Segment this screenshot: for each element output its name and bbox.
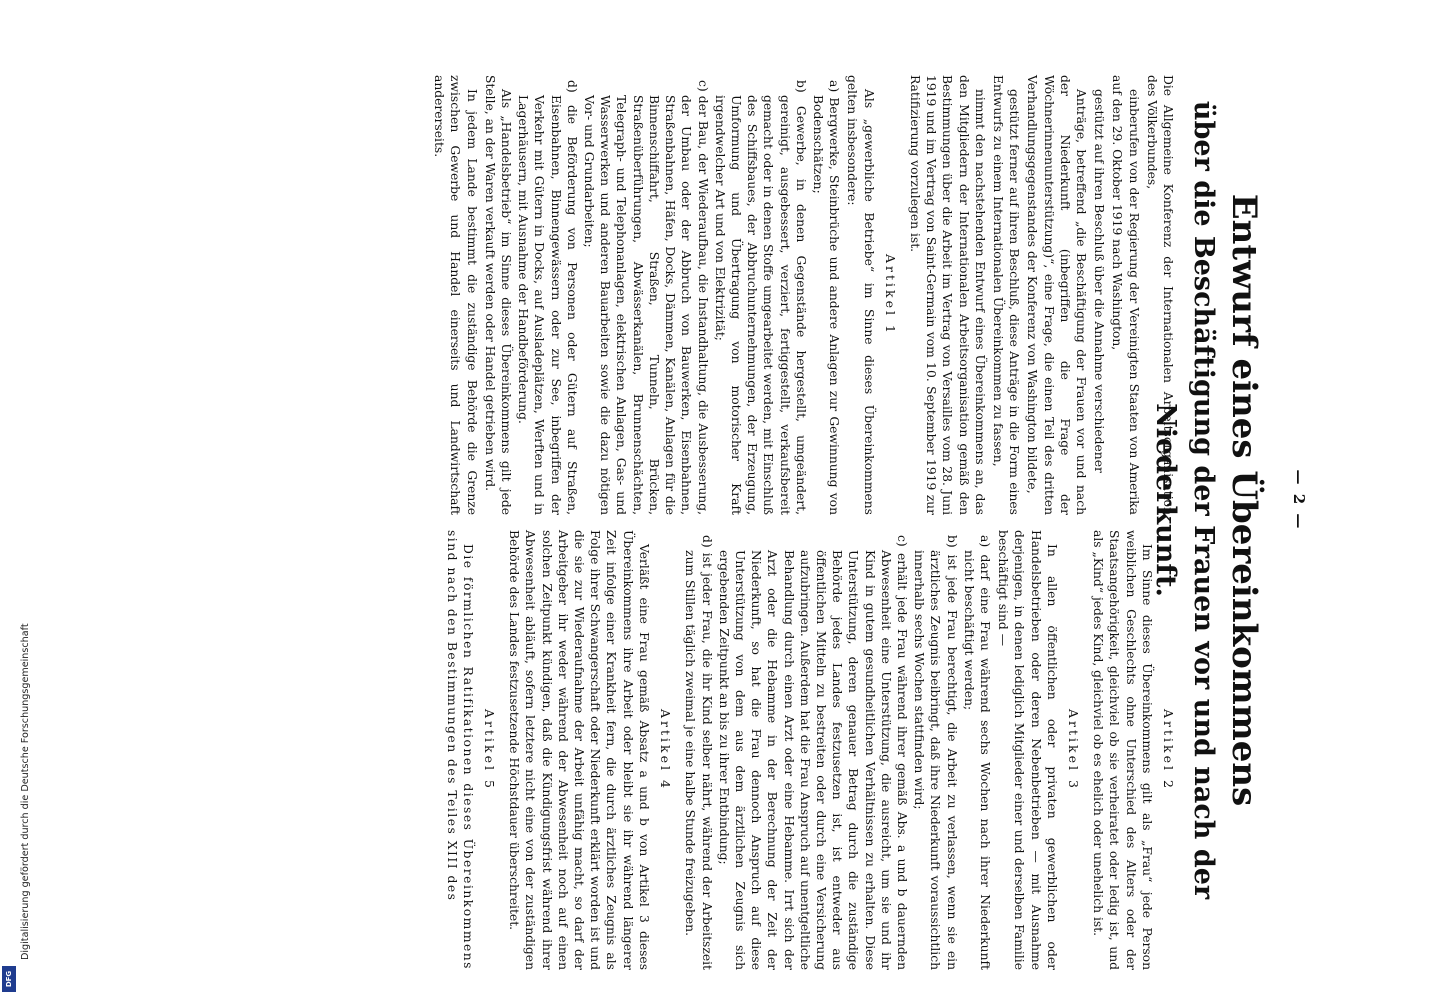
article-5-heading: Artikel 5 — [482, 709, 498, 791]
article-1-item-a: a) Bergwerke, Steinbrüche und andere Anlagen zur Gewinnung von Bodenschätzen; — [810, 80, 842, 515]
title-line-2: über die Beschäftigung der Frauen vor und nach der Niederkunft. — [1150, 100, 1219, 900]
digitization-credit — [2, 0, 31, 1000]
article-5-paragraph: Die förmlichen Ratifikationen dieses Übereinkommens sind nach den Bestimmungen des Teiles XIII des — [444, 530, 475, 970]
dfg-logo-text: DFG — [5, 970, 13, 988]
article-1-item-b: b) Gewerbe, in denen Gegenstände hergestellt, umgeändert, gereinigt, ausgebessert, verziert, fertiggestellt, verkaufsbereit gemacht oder in denen Stoffe umgearbeitet werden, mit Einschluß des Schiffsbaues, der Abbruchunternehmungen, der Erzeugung, Umformung und Übertragung von motorischer Kraft irgendwelcher Art und von Elektrizität; — [712, 80, 808, 515]
article-4-heading: Artikel 4 — [658, 709, 674, 791]
article-3-item-b: b) ist jede Frau berechtigt, die Arbeit zu verlassen, wenn sie ein ärztliches Zeugnis beibringt, daß ihre Niederkunft voraussichtlich innerhalb sechs Wochen stattfinden wird; — [912, 535, 959, 970]
preamble-paragraph: Anträge, betreffend „die Beschäftigung der Frauen vor und nach der Niederkunft (inbegriffen die Frage der Wöchnerinnenunterstützung)“, eine Frage, die einen Teil des dritten Verhandlungsgegenstandes der Konferenz von Washington bildete, — [1025, 75, 1088, 515]
article-1-item-d: d) die Beförderung von Personen oder Gütern auf Straßen, Eisenbahnen, Binnengewässern oder zur See, inbegriffen der Verkehr mit Gütern in Docks, auf Ausladeplätzen, Werften und in Lagerhäusern, mit Ausnahme der Handbeförderung. — [516, 80, 579, 515]
preamble-intro: Die Allgemeine Konferenz der Internationalen Arbeitsorganisation des Völkerbundes, — [1144, 75, 1175, 515]
preamble-paragraph: einberufen von der Regierung der Vereinigten Staaten von Amerika auf den 29. Oktober 1919 nach Washington, — [1110, 75, 1141, 515]
article-1-paragraph: Als „Handelsbetrieb“ im Sinne dieses Übereinkommens gilt jede Stelle, an der Waren verkauft werden oder Handel getrieben wird. — [482, 75, 514, 515]
article-3-intro: In allen öffentlichen oder privaten gewerblichen oder Handelsbetrieben oder deren Nebenbetrieben — mit Ausnahme derjenigen, in denen lediglich Mitglieder einer und derselben Familie beschäftigt sind — — [996, 530, 1059, 970]
article-3-item-c: c) erhält jede Frau während ihrer gemäß Abs. a und b dauernden Abwesenheit eine Unterstützung, die ausreicht, um sie und ihr Kind in gutem gesundheitlichen Verhältnissen zu erhalten. Diese Unterstützung, deren genauer Betrag durch die zuständige Behörde jedes Landes festzusetzen ist, ist entweder aus öffentlichen Mitteln zu bestreiten oder durch eine Versicherung aufzubringen. Außerdem hat die Frau Anspruch auf unentgeltliche Behandlung durch einen Arzt oder eine Hebamme. Irrt sich der Arzt oder die Hebamme in der Berechnung der Zeit der Niederkunft, so hat die Frau dennoch Anspruch auf diese Unterstützung von dem aus dem ärztlichen Zeugnis sich ergebenden Zeitpunkt an bis zu ihrer Entbindung; — [716, 535, 909, 970]
preamble-paragraph: gestützt auf ihren Beschluß über die Annahme verschiedener — [1092, 89, 1107, 473]
dfg-logo-icon — [2, 966, 16, 992]
credit-text: Digitalisierung gefördert durch die Deutsche Forschungsgemeinschaft — [20, 623, 31, 960]
right-column — [441, 530, 1176, 970]
article-3-heading: Artikel 3 — [1065, 709, 1081, 791]
preamble-paragraph: nimmt den nachstehenden Entwurf eines Übereinkommens an, das den Mitgliedern der Internationalen Arbeitsorganisation gemäß den Bestimmungen über die Arbeit im Vertrag von Versailles vom 28. Juni 1919 und im Vertrag von Saint-Germain vom 10. September 1919 zur Ratifizierung vorzulegen ist. — [907, 75, 987, 515]
left-column — [429, 75, 1176, 515]
article-2-heading: Artikel 2 — [1161, 709, 1176, 791]
article-3-item-a: a) darf eine Frau während sechs Wochen nach ihrer Niederkunft nicht beschäftigt werden; — [961, 535, 992, 970]
article-1-paragraph: In jedem Lande bestimmt die zuständige Behörde die Grenze zwischen Gewerbe und Handel einerseits und Landwirtschaft andererseits. — [432, 75, 479, 515]
article-2-paragraph: Im Sinne dieses Übereinkommens gilt als „Frau“ jede Person weiblichen Geschlechts ohne Unterschied des Alters oder der Staatsangehörigkeit, gleichviel ob sie verheiratet oder ledig ist, und als „Kind“ jedes Kind, gleichviel ob es ehelich oder unehelich ist. — [1091, 530, 1154, 970]
title-line-1: Entwurf eines Übereinkommens — [1224, 193, 1264, 807]
article-3-item-d: d) ist jeder Frau, die ihr Kind selber nährt, während der Arbeitszeit zum Stillen täglich zweimal je eine halbe Stunde freizugeben. — [683, 535, 714, 970]
article-1-item-c: c) der Bau, der Wiederaufbau, die Instandhaltung, die Ausbesserung, der Umbau oder der Abbruch von Bauwerken, Eisenbahnen, Straßenbahnen, Häfen, Docks, Dämmen, Kanälen, Anlagen für die Binnenschiffahrt, Straßen, Tunneln, Brücken, Straßenüberführungen, Abwässerkanälen, Brunnenschächten, Telegraph- und Telephonanlagen, elektrischen Anlagen, Gas- und Wasserwerken und anderen Bauarbeiten sowie die dazu nötigen Vor- und Grundarbeiten; — [582, 80, 710, 515]
article-1-intro: Als „gewerbliche Betriebe“ im Sinne dieses Übereinkommens gelten insbesondere: — [845, 75, 876, 515]
page-number: — 2 — — [1290, 469, 1308, 531]
article-1-heading: Artikel 1 — [882, 254, 898, 336]
preamble-paragraph: gestützt ferner auf ihren Beschluß, diese Anträge in die Form eines Entwurfs zu einem Internationalen Übereinkommen zu fassen, — [990, 75, 1022, 515]
article-4-paragraph: Verläßt eine Frau gemäß Absatz a und b von Artikel 3 dieses Übereinkommens ihre Arbeit oder bleibt sie ihr während längerer Zeit infolge einer Krankheit fern, die durch ärztliches Zeugnis als Folge ihrer Schwangerschaft oder Niederkunft erklärt worden ist und die sie zur Wiederaufnahme der Arbeit unfähig macht, so darf der Arbeitgeber ihr weder während der Abwesenheit noch auf einen solchen Zeitpunkt kündigen, daß die Kündigungsfrist während ihrer Abwesenheit abläuft, sofern letztere nicht eine von der zuständigen Behörde des Landes festzusetzende Höchstdauer überschreitet. — [507, 530, 651, 970]
